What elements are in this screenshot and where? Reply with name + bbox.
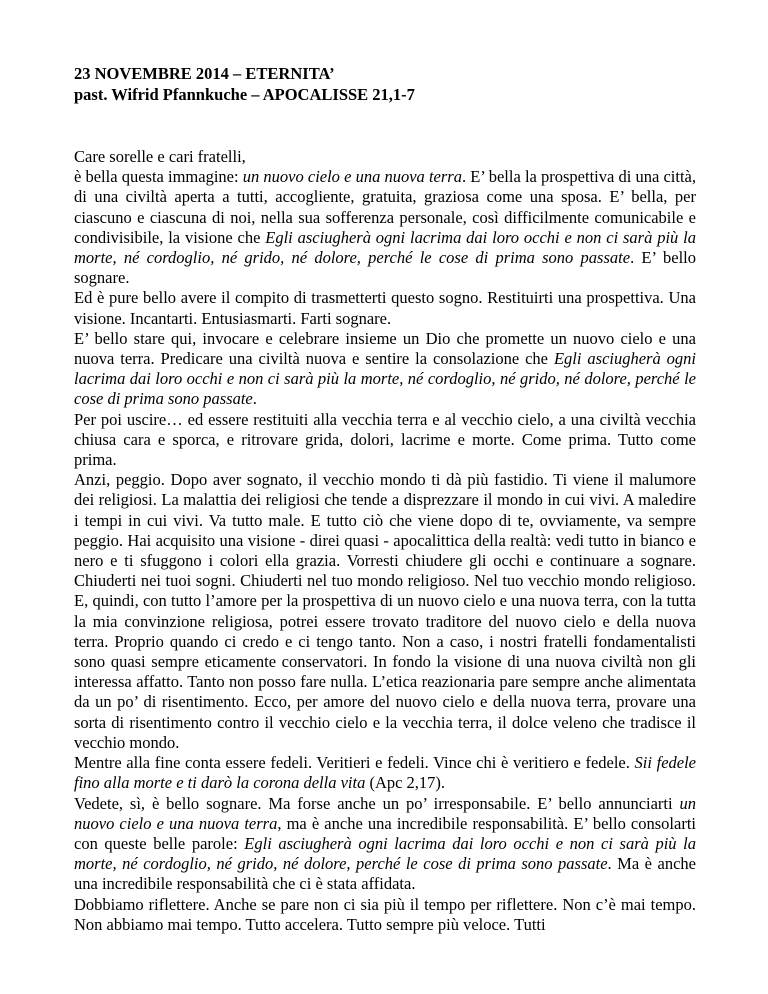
scripture-quote: un nuovo cielo e una nuova terra [74, 793, 696, 833]
paragraph-text: . [252, 389, 257, 409]
paragraph-text: E’ bello stare qui, invocare e celebrare insieme un Dio che promette un nuovo cielo e una nuova terra. Predicare una civiltà nuova e sentire la consolazione che [74, 328, 696, 369]
paragraph-text: . Ma è anche una incredibile responsabilità che ci è stata affidata. [74, 854, 696, 894]
paragraph-text: Mentre alla fine conta essere fedeli. Veritieri e fedeli. Vince chi è veritiero e fedele. [74, 753, 635, 773]
paragraph-text: Dobbiamo riflettere. Anche se pare non ci sia più il tempo per riflettere. Non c’è mai tempo. Non abbiamo mai tempo. Tutto accelera. Tutto sempre più veloce. Tutti [74, 894, 696, 934]
body-paragraph [74, 470, 696, 753]
body-paragraph [74, 895, 696, 935]
scripture-quote: Egli asciugherà ogni lacrima dai loro occhi e non ci sarà più la morte, né cordoglio, né grido, né dolore, perché le cose di prima sono passate [74, 227, 696, 268]
body-paragraph [74, 753, 696, 793]
scripture-quote: Egli asciugherà ogni lacrima dai loro occhi e non ci sarà più la morte, né cordoglio, né grido, né dolore, perché le cose di prima sono passate [74, 833, 696, 874]
body-paragraph [74, 288, 696, 328]
body-paragraph [74, 329, 696, 410]
paragraph-text: . E’ bello sognare. [74, 248, 697, 288]
body-paragraph [74, 794, 696, 895]
paragraph-text: Per poi uscire… ed essere restituiti alla vecchia terra e al vecchio cielo, a una civiltà vecchia chiusa cara e sporca, e ritrovare grida, dolori, lacrime e morte. Come prima. Tutto come prima. [74, 409, 696, 470]
document-page [74, 0, 696, 935]
paragraph-text: , ma è anche una incredibile responsabilità. E’ bello consolarti con queste belle parole: [74, 813, 696, 853]
paragraph-text: è bella questa immagine: [74, 167, 243, 187]
paragraph-text: Anzi, peggio. Dopo aver sognato, il vecchio mondo ti dà più fastidio. Ti viene il malumore dei religiosi. La malattia dei religiosi che tende a disprezzare il mondo in cui vivi. A maledire i tempi in cui vivi. Va tutto male. E tutto ciò che viene dopo di te, ovviamente, va sempre peggio. Hai acquisito una visione - direi quasi - apocalittica della realtà: vedi tutto in bianco e nero e ti sfuggono i colori ella grazia. Vorresti chiudere gli occhi e continuare a sognare. Chiuderti nei tuoi sogni. Chiuderti nel tuo mondo religioso. Nel tuo vecchio mondo religioso. E, quindi, con tutto l’amore per la prospettiva di un nuovo cielo e una nuova terra, con la tutta la mia convinzione religiosa, potrei essere trovato traditore del nuovo cielo e della nuova terra. Proprio quando ci credo e ci tengo tanto. Non a caso, i nostri fratelli fondamentalisti sono quasi sempre eticamente conservatori. In fondo la visione di una nuova civiltà non gli interessa affatto. Tanto non posso fare nulla. L’etica reazionaria pare sempre anche alimentata da un po’ di risentimento. Ecco, per amore del nuovo cielo e della nuova terra, provare una sorta di risentimento contro il vecchio cielo e la vecchia terra, il dolce veleno che tradisce il vecchio mondo. [74, 470, 696, 752]
scripture-quote: un nuovo cielo e una nuova terra [242, 167, 462, 187]
paragraph-text: Care sorelle e cari fratelli, [74, 147, 246, 166]
scripture-quote: Sii fedele fino alla morte e ti darò la corona della vita [74, 753, 697, 793]
paragraph-text: (Apc 2,17). [365, 773, 446, 793]
body-paragraph [74, 167, 696, 288]
scripture-quote: Egli asciugherà ogni lacrima dai loro occhi e non ci sarà più la morte, né cordoglio, né grido, né dolore, perché le cose di prima sono passate [74, 349, 696, 409]
body-paragraph [74, 410, 696, 471]
body-paragraph [74, 147, 696, 167]
paragraph-text: Ed è pure bello avere il compito di trasmetterti questo sogno. Restituirti una prospettiva. Una visione. Incantarti. Entusiasmarti. Farti sognare. [74, 288, 696, 328]
paragraph-text: Vedete, sì, è bello sognare. Ma forse anche un po’ irresponsabile. E’ bello annunciarti [74, 793, 680, 813]
document-heading [74, 63, 696, 105]
paragraph-text: . E’ bella la prospettiva di una città, di una civiltà aperta a tutti, accogliente, gratuita, graziosa come una sposa. E’ bella, per ciascuno e ciascuna di noi, nella sua sofferenza personale, così difficilmente comunicabile e condivisibile, la visione che [74, 167, 696, 247]
sermon-author-reference: past. Wifrid Pfannkuche – APOCALISSE 21,1-7 [74, 85, 415, 104]
sermon-date-title: 23 NOVEMBRE 2014 – ETERNITA’ [74, 64, 335, 83]
sermon-body [74, 147, 696, 935]
